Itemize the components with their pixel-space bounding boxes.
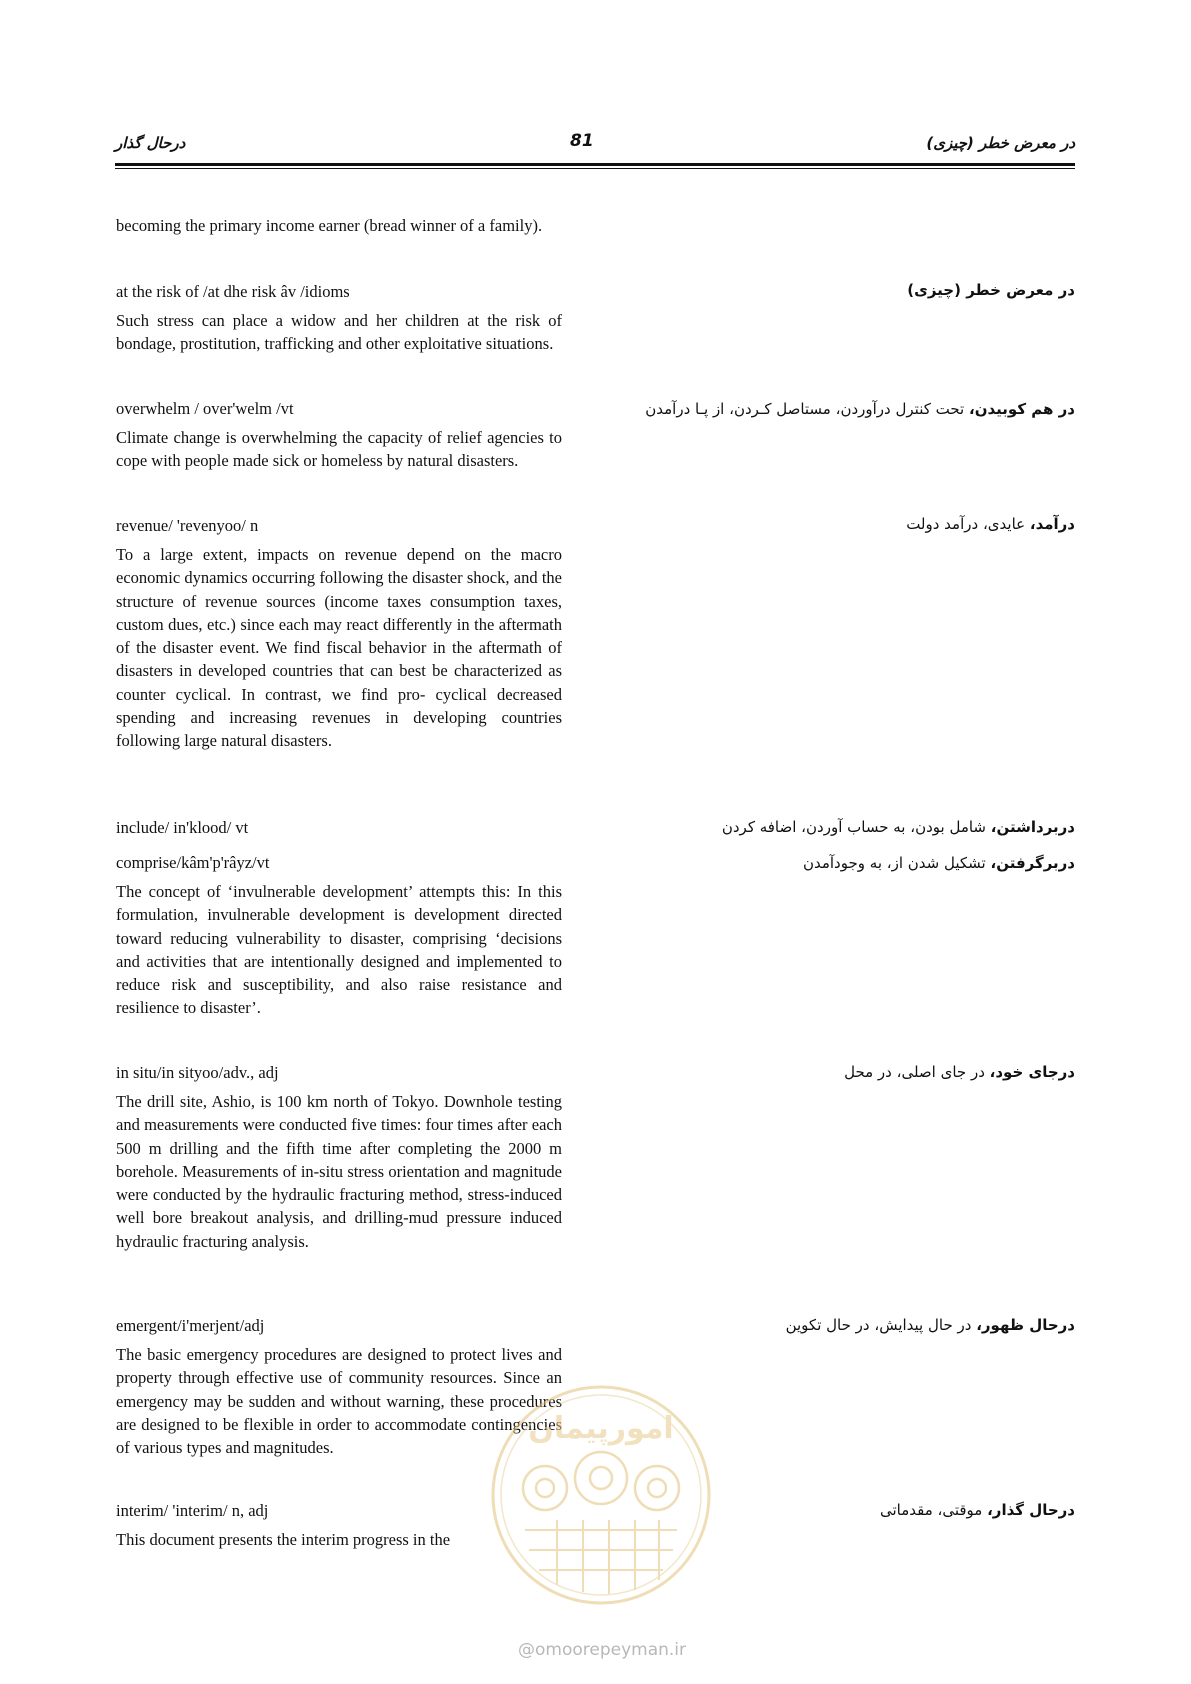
entry-in-situ: [116, 1062, 562, 1253]
term-pronunciation: in situ/in sityoo/adv., adj: [116, 1063, 279, 1082]
example-text: The drill site, Ashio, is 100 km north of Tokyo. Downhole testing and measurements were conducted five times: four times after each 500 m drilling and the fifth time after completing the 2000 m borehole. Measurements of in-situ stress orientation and magnitude were conducted by the hydraulic fracturing method, stress-induced well bore breakout analysis, and drilling-mud pressure induced hydraulic fracturing analysis.: [116, 1092, 562, 1251]
header-rule: [115, 163, 1075, 166]
persian-definition: [605, 1058, 1075, 1086]
persian-term: درحال ظهور،: [976, 1316, 1075, 1334]
term-pronunciation: interim/ 'interim/ n, adj: [116, 1501, 269, 1520]
watermark-seal-text: امورپیمان: [528, 1411, 674, 1446]
example-text: Climate change is overwhelming the capacity of relief agencies to cope with people made sick or homeless by natural disasters.: [116, 428, 562, 471]
persian-meaning: در جای اصلی، در محل: [844, 1063, 990, 1081]
entry-continuation: [116, 214, 562, 237]
term-pronunciation: comprise/kâm'p'râyz/vt: [116, 853, 270, 872]
example-text: becoming the primary income earner (bread winner of a family).: [116, 216, 543, 235]
persian-definition: [605, 276, 1075, 304]
entry-at-the-risk-of: [116, 281, 562, 356]
page-number: 81: [570, 131, 594, 151]
watermark-caption: @omoorepeyman.ir: [517, 1640, 687, 1660]
persian-meaning: موقتی، مقدماتی: [879, 1501, 988, 1519]
persian-definition: [605, 813, 1075, 841]
persian-meaning: شامل بودن، به حساب آوردن، اضافه کردن: [721, 818, 991, 836]
persian-term: دربرگرفتن،: [990, 854, 1075, 872]
term-pronunciation: revenue/ 'revenyoo/ n: [116, 516, 259, 535]
persian-meaning: تشکیل شدن از، به وجودآمدن: [802, 854, 991, 872]
persian-meaning: در حال پیدایش، در حال تکوین: [785, 1316, 977, 1334]
persian-term: درجای خود،: [989, 1063, 1075, 1081]
persian-definition: [605, 1311, 1075, 1339]
example-text: Such stress can place a widow and her children at the risk of bondage, prostitution, trafficking and other exploitative situations.: [116, 311, 562, 354]
entry-overwhelm: [116, 398, 562, 473]
example-text: The concept of ‘invulnerable development’ attempts this: In this formulation, invulnerable development is development directed toward reducing vulnerability to disaster, comprising ‘decisions and activities that are intentionally designed and implemented to reduce risk and susceptibility, and also raise resistance and resilience to disaster’.: [116, 882, 562, 1018]
persian-definition: [605, 395, 1075, 423]
persian-meaning: تحت کنترل درآوردن، مستاصل کـردن، از پـا درآمدن: [645, 400, 969, 418]
persian-definition: [605, 510, 1075, 538]
persian-term: دربرداشتن،: [990, 818, 1075, 836]
header-rule-thin: [115, 168, 1075, 169]
persian-term: در معرض خطر (چیزی): [907, 281, 1075, 299]
term-pronunciation: include/ in'klood/ vt: [116, 818, 249, 837]
term-pronunciation: emergent/i'merjent/adj: [116, 1316, 265, 1335]
entry-include: [116, 817, 562, 839]
term-pronunciation: at the risk of /at dhe risk âv /idioms: [116, 282, 350, 301]
entry-emergent: [116, 1315, 562, 1459]
running-header-right: در معرض خطر (چیزی): [926, 134, 1075, 152]
persian-term: در هم کوبیدن،: [969, 400, 1075, 418]
persian-definition: [605, 849, 1075, 877]
persian-term: درآمد،: [1029, 515, 1075, 533]
example-text: To a large extent, impacts on revenue depend on the macro economic dynamics occurring following the disaster shock, and the structure of revenue sources (income taxes consumption taxes, custom dues, etc.) since each may react differently in the aftermath of the disaster event. We find fiscal behavior in the aftermath of disasters in developed countries that can best be characterized as counter cyclical. In contrast, we find pro- cyclical decreased spending and increasing revenues in developing countries following large natural disasters.: [116, 545, 562, 751]
persian-term: درحال گذار،: [987, 1501, 1075, 1519]
entry-comprise: [116, 852, 562, 1020]
running-header-left: درحال گذار: [115, 134, 186, 152]
example-text: This document presents the interim progress in the: [116, 1530, 451, 1549]
persian-definition: [605, 1496, 1075, 1524]
entry-interim: [116, 1500, 562, 1551]
term-pronunciation: overwhelm / over'welm /vt: [116, 399, 294, 418]
example-text: The basic emergency procedures are designed to protect lives and property through effective use of community resources. Since an emergency may be sudden and without warning, these procedures are designed to be flexible in order to accommodate contingencies of various types and magnitudes.: [116, 1345, 562, 1458]
persian-meaning: عایدی، درآمد دولت: [906, 515, 1030, 533]
entry-revenue: [116, 515, 562, 753]
